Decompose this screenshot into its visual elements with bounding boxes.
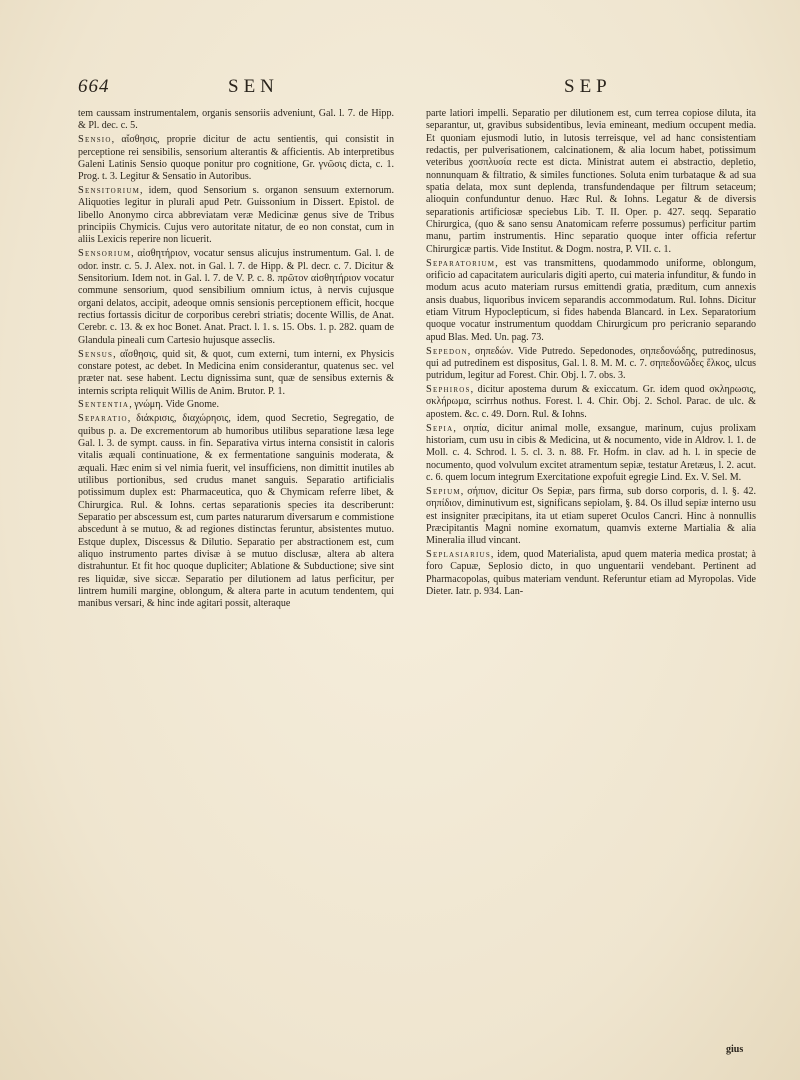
- dictionary-entry: Sepium, σήπιον, dicitur Os Sepiæ, pars firma, sub dorso corporis, d. l. §. 42. σηπίδιον, diminutivum est, significans sepiolam, §. 84. Os illud sepiæ interno usu est insigniter præcipitans, ita ut etiam superet Oculos Cancri. Hinc à nonnullis Præcipitantis Magni nomine exornatum, quamvis externe Martialia & alia Mineralia illud vincant.: [426, 485, 756, 547]
- entry-headword: Sephiros: [426, 384, 471, 396]
- entry-headword: Separatorium: [426, 257, 496, 269]
- entry-headword: Sensorium: [78, 248, 132, 260]
- running-head-left: SEN: [228, 76, 279, 97]
- running-head-right: SEP: [564, 76, 612, 97]
- entry-headword: Sepia: [426, 422, 454, 434]
- dictionary-entry: Sensio, αἴσθησις, proprie dicitur de actu sentientis, qui consistit in perceptione rei sensibilis, sensorium alterantis & afficientis. Ab interpretibus Galeni Latinis Sensio quoque ponitur pro cognitione, Gr. γνῶσις dicta, c. 1. Prog. t. 3. Legitur & Sensatio in Autoribus.: [78, 134, 394, 183]
- dictionary-entry: Sepedon, σηπεδών. Vide Putredo. Sepedonodes, σηπεδονώδης, putredinosus, qui ad putredinem est dispositus, Gal. l. 8. M. M. c. 7. σηπεδονῶδες ἕλκος, ulcus putridum, legitur ad Forest. Chir. Obj. l. 7. obs. 3.: [426, 345, 756, 382]
- dictionary-entry: Separatio, διάκρισις, διαχώρησις, idem, quod Secretio, Segregatio, de quibus p. a. De excrementorum ab humoribus utilibus separatione læsa lege Gal. l. 3. de sympt. causs. in fin. Separativa virtus interna consistit in caloris vitalis æquali continuatione, & ex fermentatione sanguinis moderata, & æquali. Hæc enim si vel nimia fuerit, vel insufficiens, non dimittit inutiles ab utilibus portionibus, sed crudus manet sanguis. Separatio artificialis potissimum duplex est: Pharmaceutica, quo & Chymicam referre libet, & Chirurgica. Rul. & Iohns. certas separationis species ita describerunt: Separatio per abscessum est, cum partes naturarum diversarum e commistione abscedunt à se mutuo, & ad regiones distinctas feruntur, absistentes mutuo. Estque duplex, Discessus & Dilutio. Separatio per abstractionem est, cum aliquo instrumento partes divisæ à se mutuo disclusæ, altera ab altera distrahuntur. Et fit hoc quoque dupliciter; Ablatione & Subductione; sive sint res liquidæ, sive siccæ. Separatio per dilutionem ad latus perficitur, per lintrem humili margine, oblongum, & altera parte in acutum tendentem, qui manibus versari, & hinc inde agitari possit, alteraque: [78, 413, 394, 610]
- right-column: [426, 108, 756, 600]
- catchword: gius: [726, 1044, 744, 1055]
- entry-headword: Sepedon: [426, 345, 468, 357]
- page-header: [78, 72, 758, 102]
- dictionary-entry: tem caussam instrumentalem, organis sensoriis adveniunt, Gal. l. 7. de Hipp. & Pl. dec. c. 5.: [78, 108, 394, 132]
- dictionary-entry: Seplasiarius, idem, quod Materialista, apud quem materia medica prostat; à foro Capuæ, Seplosio dicto, in quo unguentarii vendebant. Pertinent ad Pharmacopolas, quibus materiam vendunt. Referuntur etiam ad Myropolas. Vide Dieter. Iatr. p. 934. Lan-: [426, 549, 756, 598]
- dictionary-entry: Sephiros, dicitur apostema durum & exiccatum. Gr. idem quod σκληρωσις, σκλήρωμα, scirrhus nothus. Forest. l. 4. Chir. Obj. 2. Schol. Parac. de ulc. & apostem. &c. c. 49. Dorn. Rul. & Iohns.: [426, 384, 756, 420]
- dictionary-entry: Sententia, γνώμη. Vide Gnome.: [78, 399, 219, 411]
- dictionary-entry: parte latiori impelli. Separatio per dilutionem est, cum terrea copiose diluta, ita separantur, ut, gravibus subsidentibus, levia emineant, medium occupent media. Et quoniam ejusmodi lutio, in lutosis terreisque, vel ad hanc consistentiam redactis, per pulverisationem, calcinationem, & alia locum habet, potissimum veteribus χοσπλυσία recte est dicta. Ministrat autem ei abstractio, depletio, nonnunquam & filtratio, & similes functiones. Soluta enim turbataque & ad sua spatia delata, mox sunt deplenda, transfundendaque per filtrum setaceum; alioquin confunduntur denuo. Hæc Rul. & Iohns. Legatur & de diversis separationis artificiosæ speciebus Lib. T. II. Oper. p. 427. seqq. Separatio Chirurgica, (quo & sano sensu Anatomicam referre possumus) perficitur partim manu, partim instrumentis. Hinc separatio quoque inter officia refertur Chirurgicæ partis. Vide Institut. & Dogm. nostra, P. VII. c. 1.: [426, 108, 756, 255]
- dictionary-entry: Sensus, αἴσθησις, quid sit, & quot, cum externi, tum interni, ex Physicis constare potest, ac debet. In Medicina enim considerantur, quatenus sec. vel præter nat. sese habent. Lectu dignissima sunt, quæ de sensibus externis & internis scripta reliquit Willis de Anim. Brutor. P. 1.: [78, 348, 394, 397]
- entry-headword: Sensitorium: [78, 185, 141, 197]
- left-column: [78, 108, 394, 612]
- dictionary-entry: Sepia, σηπία, dicitur animal molle, exsangue, marinum, cujus prolixam historiam, cum usu in cibis & Medicina, ut & nocumento, vide in Aldrov. l. 1. de Moll. c. 4. Schrod. l. 5. cl. 3. n. 88. Fr. Hofm. in clav. ad h. l. in specie de nocumento, quod volvulum excitet atramentum sepiæ, testatur Aretæus, l. 2. acut. c. 6. quem locum integrum Exercitatione expofuit egregie Lind. Ex. V. Sel. M.: [426, 422, 756, 483]
- dictionary-entry: Separatorium, est vas transmittens, quodammodo uniforme, oblongum, orificio ad capacitatem auricularis digiti aperto, cui materia infunditur, & fundo in modum acus acuto materiam rursus emittendi gratia, præditum, cum annexis ansis duabus, liquoribus invicem separandis accommodatum. Rul. Iohns. Dicitur etiam Vitrum Hypoclepticum, si fides habenda Blancard. in Lex. Separatorium quoque vocatur instrumentum quoddam Chirurgicum pro pericranio separando apud Blas. Med. Un. pag. 73.: [426, 257, 756, 343]
- entry-headword: Seplasiarius: [426, 549, 491, 561]
- entry-headword: Sepium: [426, 485, 461, 497]
- page-number: 664: [78, 76, 110, 97]
- entry-headword: Sententia: [78, 399, 130, 411]
- dictionary-entry: Sensorium, αἰσθητήριον, vocatur sensus alicujus instrumentum. Gal. l. de odor. instr. c. 5. J. Alex. not. in Gal. l. 7. de Hipp. & Pl. decr. c. 7. Dicitur & Sensitorium. Idem not. in Gal. l. 7. de V. P. c. 8. πρῶτον αἰσθητήριον vocatur commune sensorium, quod sensibilium omnium ictus, à nervis cujusque organi delatos, accipit, adeoque omnis sensionis perceptionem efficit, hocque rectius fortassis dicitur de corporibus cerebri striatis; docente Willis, de Anat. Cerebr. c. 13. & ex hoc Bonet. Anat. Pract. l. 1. s. 15. Obs. 1. p. 282. quam de Glandula pineali cum Cartesio hujusque asseclis.: [78, 248, 394, 346]
- entry-headword: Sensus: [78, 348, 114, 360]
- dictionary-entry: Sensitorium, idem, quod Sensorium s. organon sensuum externorum. Aliquoties legitur in plurali apud Petr. Guissonium in Dissert. Epistol. de libello Anonymo circa abbreviatam veræ Medicinæ genus sive de Tribus principiis Chymicis. Cujus vero autoritate nitatur, de eo non constat, cum in aliis Lexicis reperire non licuerit.: [78, 185, 394, 246]
- entry-headword: Sensio: [78, 134, 112, 146]
- entry-headword: Separatio: [78, 413, 128, 425]
